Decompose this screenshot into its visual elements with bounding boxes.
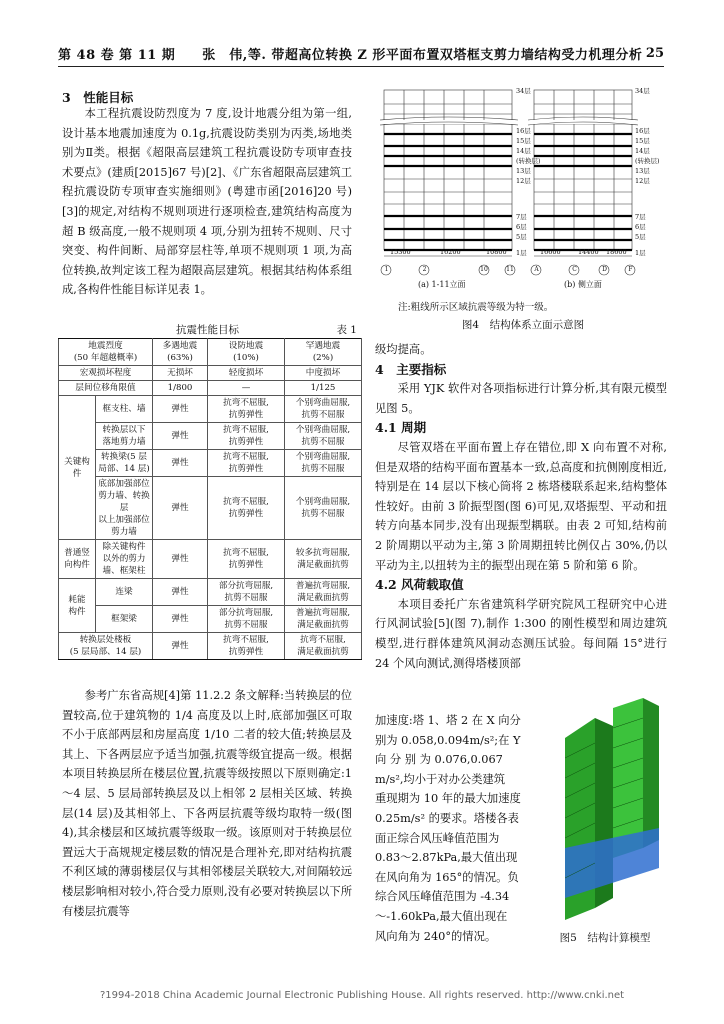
header-cell: 地震烈度 (50 年超越概率) (59, 339, 153, 366)
axis-label: D (602, 266, 607, 273)
floor-labels-a (516, 86, 541, 258)
row-label: 框支柱、墙 (96, 396, 153, 423)
floor-label: 6层 (516, 223, 527, 231)
table-cell: 弹性 (153, 633, 208, 660)
table-row (59, 579, 362, 606)
dim-label: 15300 (390, 248, 411, 256)
table-cell: 个别弯曲屈服, 抗剪不屈服 (285, 477, 362, 540)
header-cell: 罕遇地震 (2%) (285, 339, 362, 366)
table-cell: 普遍抗弯屈服, 满足截面抗剪 (285, 606, 362, 633)
header-cell: 设防地震 (10%) (208, 339, 285, 366)
floor-label: 16层 (635, 127, 650, 135)
floor-label: 7层 (635, 213, 646, 221)
page-number: 25 (645, 46, 664, 61)
section-3-heading: 3 性能目标 (62, 90, 134, 105)
table-cell: 1/125 (285, 381, 362, 396)
text-line: 重现期为 10 年的最大加速度 (375, 792, 521, 806)
table-cell: 中度损坏 (285, 366, 362, 381)
table-row (59, 381, 362, 396)
text-line: 风向角为 240°的情况。 (375, 929, 497, 943)
table-cell: 无损坏 (153, 366, 208, 381)
elevation-a (384, 90, 512, 250)
table-cell: 弹性 (153, 450, 208, 477)
dim-label: 16200 (440, 248, 461, 256)
floor-label: 6层 (635, 223, 646, 231)
section-4-1-heading: 4.1 周期 (375, 420, 427, 436)
table-1 (58, 338, 362, 660)
section-3-paragraph (62, 104, 352, 300)
floor-label: 34层 (635, 87, 650, 95)
text-line: ～-1.60kPa,最大值出现在 (375, 909, 508, 923)
figure-4 (378, 84, 668, 334)
subcaption-a: (a) 1-11立面 (418, 280, 466, 289)
dim-label: 16600 (540, 248, 561, 256)
section-4-heading: 4 主要指标 (375, 361, 447, 377)
table-cell: 普遍抗弯屈服, 满足截面抗剪 (285, 579, 362, 606)
floor-label: 1层 (635, 249, 646, 257)
transfer-note: (转换层) (516, 157, 541, 165)
group-label: 普通竖 向构件 (59, 540, 96, 579)
axis-label: 10 (480, 266, 488, 273)
axis-label: C (572, 266, 577, 273)
header-cell: 多遇地震 (63%) (153, 339, 208, 366)
elevation-b (534, 90, 632, 250)
table-cell: 抗弯不屈服, 抗剪弹性 (208, 477, 285, 540)
dim-label: 14400 (578, 248, 599, 256)
section-4-2-heading: 4.2 风荷载取值 (375, 577, 464, 593)
table-1-title: 抗震性能目标 (176, 324, 239, 336)
row-label: 除关键构件 以外的剪力 墙、框架柱 (96, 540, 153, 579)
running-header (58, 36, 664, 67)
floor-label: 16层 (516, 127, 531, 135)
row-label: 转换梁(5 层 局部、14 层) (96, 450, 153, 477)
wind-text-wrapped (375, 711, 551, 946)
group-label: 耗能 构件 (59, 579, 96, 633)
table-cell: 部分抗弯屈服, 抗剪不屈服 (208, 606, 285, 633)
text-line: m/s²,均小于对办公类建筑 (375, 772, 506, 786)
axis-label: 1 (384, 266, 389, 273)
table-cell: 弹性 (153, 423, 208, 450)
row-label: 层间位移角限值 (59, 381, 153, 396)
floor-label: 14层 (516, 147, 531, 155)
text-line: 在风向角为 165°的情况。负 (375, 870, 519, 884)
text-line: 向 分 别 为 0.076,0.067 (375, 753, 503, 767)
table-cell: — (208, 381, 285, 396)
copyright-footer: ?1994-2018 China Academic Journal Electronic Publishing House. All rights reserved. http://www.cnki.net (99, 990, 625, 1001)
table-cell: 轻度损坏 (208, 366, 285, 381)
floor-label: 13层 (635, 167, 650, 175)
floor-label: 12层 (516, 177, 531, 185)
dim-label: 10800 (486, 248, 507, 256)
table-cell: 弹性 (153, 540, 208, 579)
table-cell: 抗弯不屈服, 抗剪弹性 (208, 540, 285, 579)
table-cell: 抗弯不屈服, 满足截面抗剪 (285, 633, 362, 660)
table-cell: 1/800 (153, 381, 208, 396)
floor-label: 13层 (516, 167, 531, 175)
axis-label: 2 (422, 266, 427, 273)
figure-5-caption: 图5 结构计算模型 (559, 932, 651, 944)
table-cell: 抗弯不屈服, 抗剪弹性 (208, 633, 285, 660)
model-drawing (555, 698, 665, 926)
table-cell: 弹性 (153, 579, 208, 606)
dim-label: 18600 (606, 248, 627, 256)
text-line: 0.25m/s² 的要求。塔楼各表 (375, 811, 519, 825)
floor-label: 15层 (635, 137, 650, 145)
table-row (59, 540, 362, 579)
table-cell: 弹性 (153, 477, 208, 540)
text-line: 加速度:塔 1、塔 2 在 X 向分 (375, 714, 521, 727)
figure-5-model (555, 698, 665, 926)
table-cell: 较多抗弯屈服, 满足截面抗剪 (285, 540, 362, 579)
row-label: 连梁 (96, 579, 153, 606)
section-3-text: 本工程抗震设防烈度为 7 度,设计地震分组为第一组,设计基本地震加速度为 0.1g,抗震设防类别为丙类,场地类别为Ⅱ类。根据《超限高层建筑工程抗震设防专项审查技术要点》(建质[2015]67 号)[2]、《广东省超限高层建筑工程抗震设防专项审查实施细则》(粤建市函[2016]20 号)[3]的规定,对结构不规则项进行逐项检查,建筑结构高度为超 B 级高度,一般不规则项 4 项,分别为扭转不规则、尺寸突变、构件间断、局部穿层柱等,单项不规则项 1 项,为高位转换,故判定该工程为超限高层建筑。根据其结构体系组成,各构件性能目标详见表 1。 (62, 107, 352, 297)
table-header-row (59, 339, 362, 366)
transfer-note: (转换层) (635, 157, 660, 165)
continued-text: 级均提高。 (375, 343, 432, 356)
table-cell: 弹性 (153, 396, 208, 423)
row-label: 框架梁 (96, 606, 153, 633)
axis-label: A (534, 266, 539, 273)
table-1-label: 表 1 (336, 324, 357, 336)
text-line: 面正综合风压峰值范围为 (375, 831, 500, 845)
floor-labels-b (635, 86, 660, 258)
table-row (59, 423, 362, 450)
text-line: 别为 0.058,0.094m/s²;在 Y (375, 733, 521, 747)
floor-label: 12层 (635, 177, 650, 185)
table-row (59, 633, 362, 660)
floor-label: 5层 (635, 233, 646, 241)
section-4-2-text: 本项目委托广东省建筑科学研究院风工程研究中心进行风洞试验[5](图 7),制作 1:300 的刚性模型和周边建筑模型,进行群体建筑风洞动态测压试验。每间隔 15°进行 24 个风向测试,测得塔楼顶部 (375, 597, 667, 670)
running-header-title: 第 48 卷 第 11 期 张 伟,等. 带超高位转换 Z 形平面布置双塔框支剪力墙结构受力机理分析 (58, 48, 643, 63)
table-cell: 个别弯曲屈服, 抗剪不屈服 (285, 450, 362, 477)
text-line: 0.83～2.87kPa,最大值出现 (375, 851, 518, 865)
floor-label: 7层 (516, 213, 527, 221)
floor-label: 5层 (516, 233, 527, 241)
row-label: 转换层处楼板 (5 层局部、14 层) (59, 633, 153, 660)
group-label: 关键构件 (59, 396, 96, 540)
axis-label: 11 (506, 266, 514, 273)
table-row (59, 366, 362, 381)
floor-label: 34层 (516, 87, 531, 95)
table-cell: 抗弯不屈服, 抗剪弹性 (208, 423, 285, 450)
floor-label: 14层 (635, 147, 650, 155)
table-row (59, 477, 362, 540)
table-row (59, 450, 362, 477)
section-4-text: 采用 YJK 软件对各项指标进行计算分析,其有限元模型见图 5。 (375, 382, 667, 415)
section-4-1-text: 尽管双塔在平面布置上存在错位,即 X 向布置不对称,但是双塔的结构平面布置基本一致,总高度和抗侧刚度相近,特别是在 14 层以下核心筒将 2 栋塔楼联系起来,结构整体性较好。由前 3 阶振型图(图 6)可见,双塔振型、平动和扭转方向基本同步,没有出现振型耦联。由表 2 可知,结构前 2 阶周期以平动为主,第 3 阶周期扭转比例仅占 30%,仍以平动为主,以扭转为主的振型出现在第 5 阶和第 6 阶。 (375, 440, 667, 572)
floor-label: 15层 (516, 137, 531, 145)
table-cell: 弹性 (153, 606, 208, 633)
figure-4-note: 注:粗线所示区域抗震等级为特一级。 (398, 302, 554, 313)
table-cell: 个别弯曲屈服, 抗剪不屈服 (285, 396, 362, 423)
axis-label: F (628, 266, 633, 273)
table-cell: 个别弯曲屈服, 抗剪不屈服 (285, 423, 362, 450)
table-cell: 部分抗弯屈服, 抗剪不屈服 (208, 579, 285, 606)
figure-4-caption: 图4 结构体系立面示意图 (461, 319, 585, 331)
right-column-text (375, 340, 667, 673)
subcaption-b: (b) 侧立面 (564, 280, 602, 289)
row-label: 底部加强部位 剪力墙、转换层 以上加强部位 剪力墙 (96, 477, 153, 540)
table-row (59, 396, 362, 423)
row-label: 宏观损坏程度 (59, 366, 153, 381)
table-1-title-row (58, 322, 361, 336)
table-row (59, 606, 362, 633)
floor-label: 1层 (516, 249, 527, 257)
text-line: 综合风压峰值范围为 -4.34 (375, 890, 510, 904)
row-label: 转换层以下 落地剪力墙 (96, 423, 153, 450)
left-bottom-paragraph (62, 686, 352, 921)
left-bottom-text: 参考广东省高规[4]第 11.2.2 条文解释:当转换层的位置较高,位于建筑物的 1/4 高度及以上时,底部加强区可取不小于底部两层和房屋高度 1/10 二者的较大值;转换层及其上、下各两层应予适当加强,抗震等级宜提高一级。根据本项目转换层所在楼层位置,抗震等级按照以下原则确定:1～4 层、5 层局部转换层及以上相邻 2 层相关区域、转换层(14 层)及其相邻上、下各两层抗震等级均取特一级(图 4),其余楼层和区域抗震等级取一级。该原则对于转换层位置远大于高规规定楼层数的情况是合理补充,即对结构抗震不利区域的薄弱楼层仅与其相邻楼层关联较大,对间隔较远楼层影响相对较小,符合受力原则,没有必要对转换层以下所有楼层抗震等 (62, 689, 352, 918)
table-cell: 抗弯不屈服, 抗剪弹性 (208, 450, 285, 477)
table-cell: 抗弯不屈服, 抗剪弹性 (208, 396, 285, 423)
